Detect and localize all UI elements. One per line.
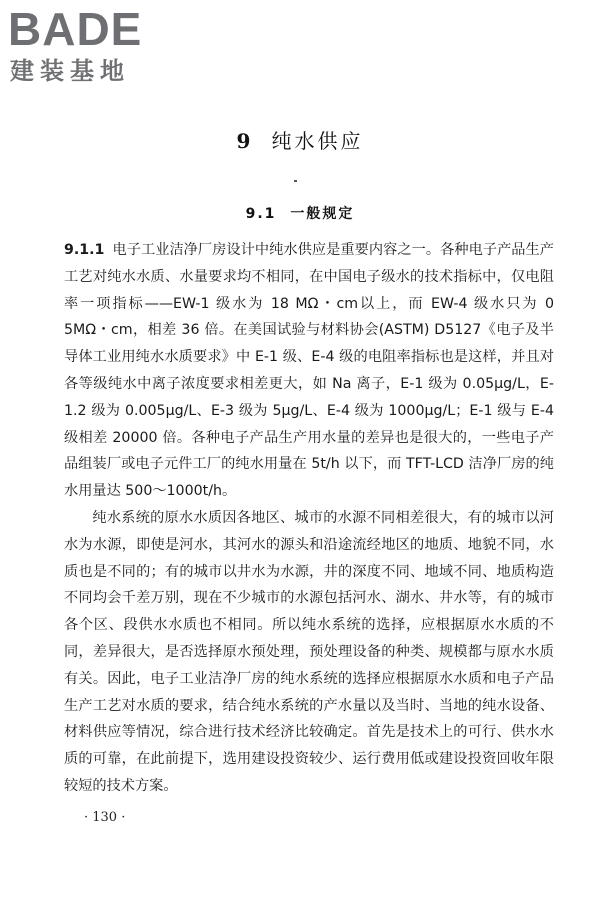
bade-logo <box>8 3 178 86</box>
section-heading <box>0 205 600 223</box>
section-number: 9.1 <box>245 206 277 222</box>
chapter-number: 9 <box>236 129 254 153</box>
clause-number: 9.1.1 <box>64 242 105 258</box>
logo-subtitle: 建装基地 <box>10 57 130 85</box>
decorative-dot <box>294 180 297 182</box>
clause-text: 电子工业洁净厂房设计中纯水供应是重要内容之一。各种电子产品生产工艺对纯水水质、水量要求均不相同，在中国电子级水的技术指标中，仅电阻率一项指标——EW-1 级水为 18 MΩ・cm以上，而 EW-4 级水只为 0 5MΩ・cm，相差 36 倍。在美国试验与材料协会(ASTM) D5127《电子及半导体工业用纯水水质要求》中 E-1 级、E-4 级的电阻率指标也是这样，并且对各等级纯水中离子浓度要求相差更大，如 Na 离子，E-1 级为 0.05μg/L，E-1.2 级为 0.005μg/L、E-3 级为 5μg/L、E-4 级为 1000μg/L；E-1 级与 E-4 级相差 20000 倍。各种电子产品生产用水量的差异也是很大的，一些电子产品组装厂或电子元件工厂的纯水用量在 5t/h 以下，而 TFT-LCD 洁净厂房的纯水用量达 500～1000t/h。 <box>64 242 554 500</box>
logo-wordmark <box>8 3 143 55</box>
body-text <box>64 237 554 800</box>
chapter-title: 纯水供应 <box>271 129 364 153</box>
chapter-heading <box>0 128 600 154</box>
section-title: 一般规定 <box>290 206 355 222</box>
body-paragraph: 纯水系统的原水水质因各地区、城市的水源不同相差很大，有的城市以河水为水源，即使是河水，其河水的源头和沿途流经地区的地质、地貌不同，水质也是不同的；有的城市以井水为水源，井的深度不同、地域不同、地质构造不同均会千差万别，现在不少城市的水源包括河水、湖水、井水等，有的城市各个区、段供水水质也不相同。所以纯水系统的选择，应根据原水水质的不同，差异很大，是否选择原水预处理，预处理设备的种类、规模都与原水水质有关。因此，电子工业洁净厂房的纯水系统的选择应根据原水水质和电子产品生产工艺对水质的要求，结合纯水系统的产水量以及当时、当地的纯水设备、材料供应等情况，综合进行技术经济比较确定。首先是技术上的可行、供水水质的可靠，在此前提下，选用建设投资较少、运行费用低或建设投资回收年限较短的技术方案。 <box>64 509 554 794</box>
logo-wordmark-text: BADE <box>8 3 143 55</box>
page-number: · 130 · <box>84 810 126 825</box>
clause-paragraph <box>64 237 554 505</box>
